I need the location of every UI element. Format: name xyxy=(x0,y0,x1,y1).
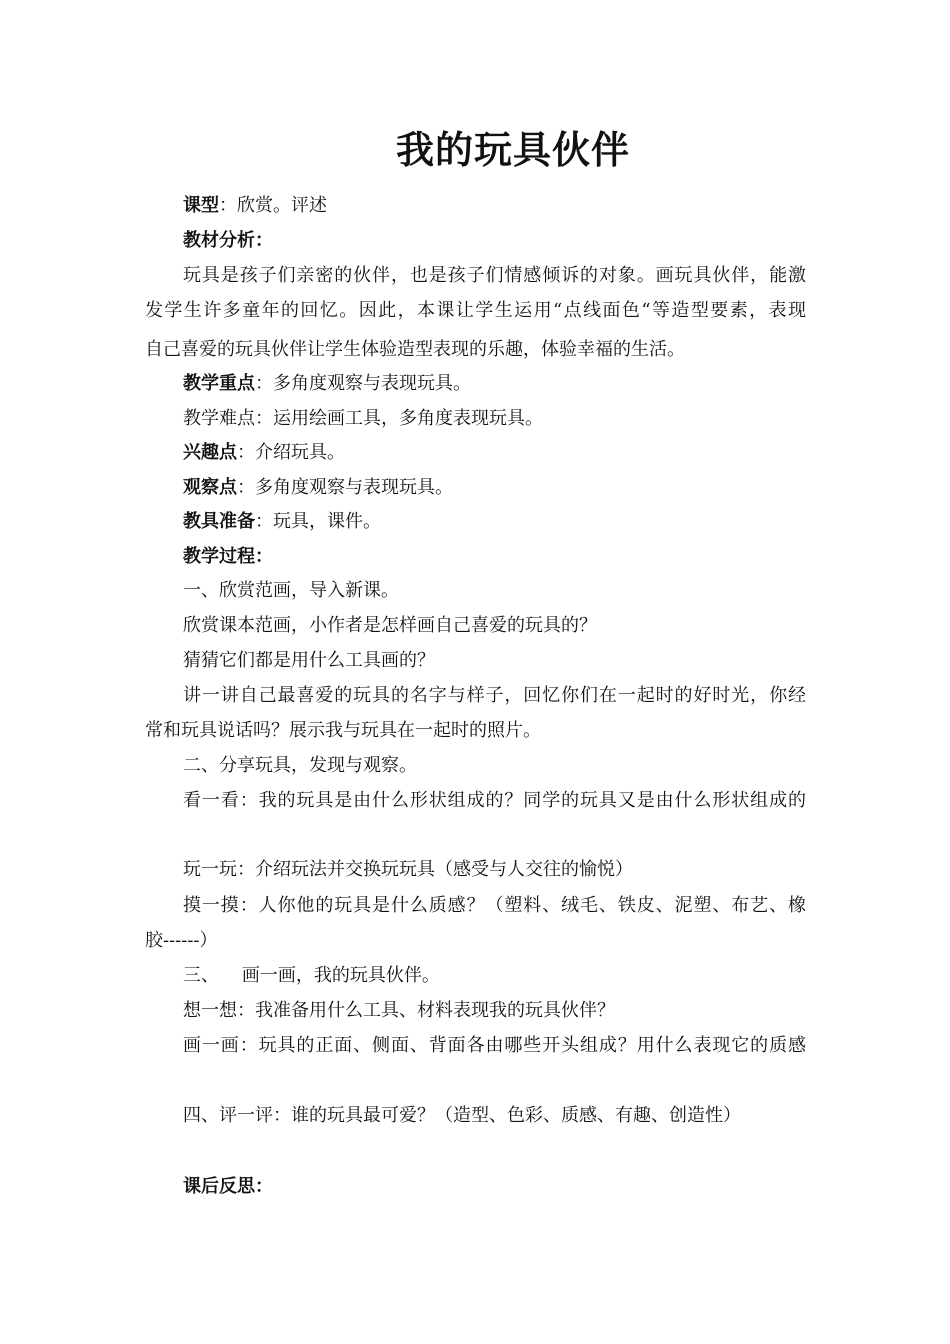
key-point-line xyxy=(183,372,471,396)
observation-sep: ： xyxy=(237,477,255,498)
reflection-heading xyxy=(183,1175,273,1199)
observation-value: 多角度观察与表现玩具。 xyxy=(255,477,453,498)
process-line: 胶------） xyxy=(145,930,218,951)
interest-value: 介绍玩具。 xyxy=(255,442,345,463)
observation-line xyxy=(183,476,453,500)
process-label: 教学过程 xyxy=(183,546,255,567)
aids-label: 教具准备 xyxy=(183,511,255,532)
analysis-line: 玩具是孩子们亲密的伙伴，也是孩子们情感倾诉的对象。画玩具伙伴，能激 xyxy=(183,265,806,286)
process-line: 三、 画一画，我的玩具伙伴。 xyxy=(183,965,440,986)
course-type-line xyxy=(183,194,327,218)
process-line: 一、欣赏范画，导入新课。 xyxy=(183,580,399,601)
material-analysis-sep: ： xyxy=(255,230,273,251)
aids-value: 玩具，课件。 xyxy=(273,511,381,532)
process-line: 摸一摸：人你他的玩具是什么质感？（塑料、绒毛、铁皮、泥塑、布艺、橡 xyxy=(183,895,806,916)
process-line: 看一看：我的玩具是由什么形状组成的？同学的玩具又是由什么形状组成的 xyxy=(183,790,806,811)
difficulty-line: 教学难点：运用绘画工具，多角度表现玩具。 xyxy=(183,408,543,429)
process-sep: ： xyxy=(255,546,273,567)
analysis-line: 自己喜爱的玩具伙伴让学生体验造型表现的乐趣，体验幸福的生活。 xyxy=(145,339,685,360)
process-line: 猜猜它们都是用什么工具画的？ xyxy=(183,650,435,671)
process-line: 讲一讲自己最喜爱的玩具的名字与样子，回忆你们在一起时的好时光，你经 xyxy=(183,685,806,706)
process-line: 玩一玩：介绍玩法并交换玩玩具（感受与人交往的愉悦） xyxy=(183,859,633,880)
key-point-label: 教学重点 xyxy=(183,373,255,394)
process-line: 欣赏课本范画，小作者是怎样画自己喜爱的玩具的？ xyxy=(183,615,597,636)
interest-line xyxy=(183,441,345,465)
document-title: 我的玩具伙伴 xyxy=(395,128,630,172)
key-point-sep: ： xyxy=(255,373,273,394)
course-type-sep: ： xyxy=(219,195,237,216)
interest-sep: ： xyxy=(237,442,255,463)
observation-label: 观察点 xyxy=(183,477,237,498)
aids-sep: ： xyxy=(255,511,273,532)
material-analysis-label: 教材分析 xyxy=(183,230,255,251)
analysis-line: 发学生许多童年的回忆。因此，本课让学生运用“点线面色“等造型要素，表现 xyxy=(145,300,806,321)
process-line: 常和玩具说话吗？展示我与玩具在一起时的照片。 xyxy=(145,720,541,741)
material-analysis-heading xyxy=(183,229,273,253)
process-heading xyxy=(183,545,273,569)
reflection-label: 课后反思 xyxy=(183,1176,255,1197)
process-line: 二、分享玩具，发现与观察。 xyxy=(183,755,417,776)
process-line: 四、评一评：谁的玩具最可爱？（造型、色彩、质感、有趣、创造性） xyxy=(183,1105,741,1126)
course-type-value: 欣赏。评述 xyxy=(237,195,327,216)
course-type-label: 课型 xyxy=(183,195,219,216)
key-point-value: 多角度观察与表现玩具。 xyxy=(273,373,471,394)
aids-line xyxy=(183,510,381,534)
process-line: 想一想：我准备用什么工具、材料表现我的玩具伙伴？ xyxy=(183,1000,615,1021)
process-line: 画一画：玩具的正面、侧面、背面各由哪些开头组成？用什么表现它的质感 xyxy=(183,1035,806,1056)
interest-label: 兴趣点 xyxy=(183,442,237,463)
reflection-sep: ： xyxy=(255,1176,273,1197)
